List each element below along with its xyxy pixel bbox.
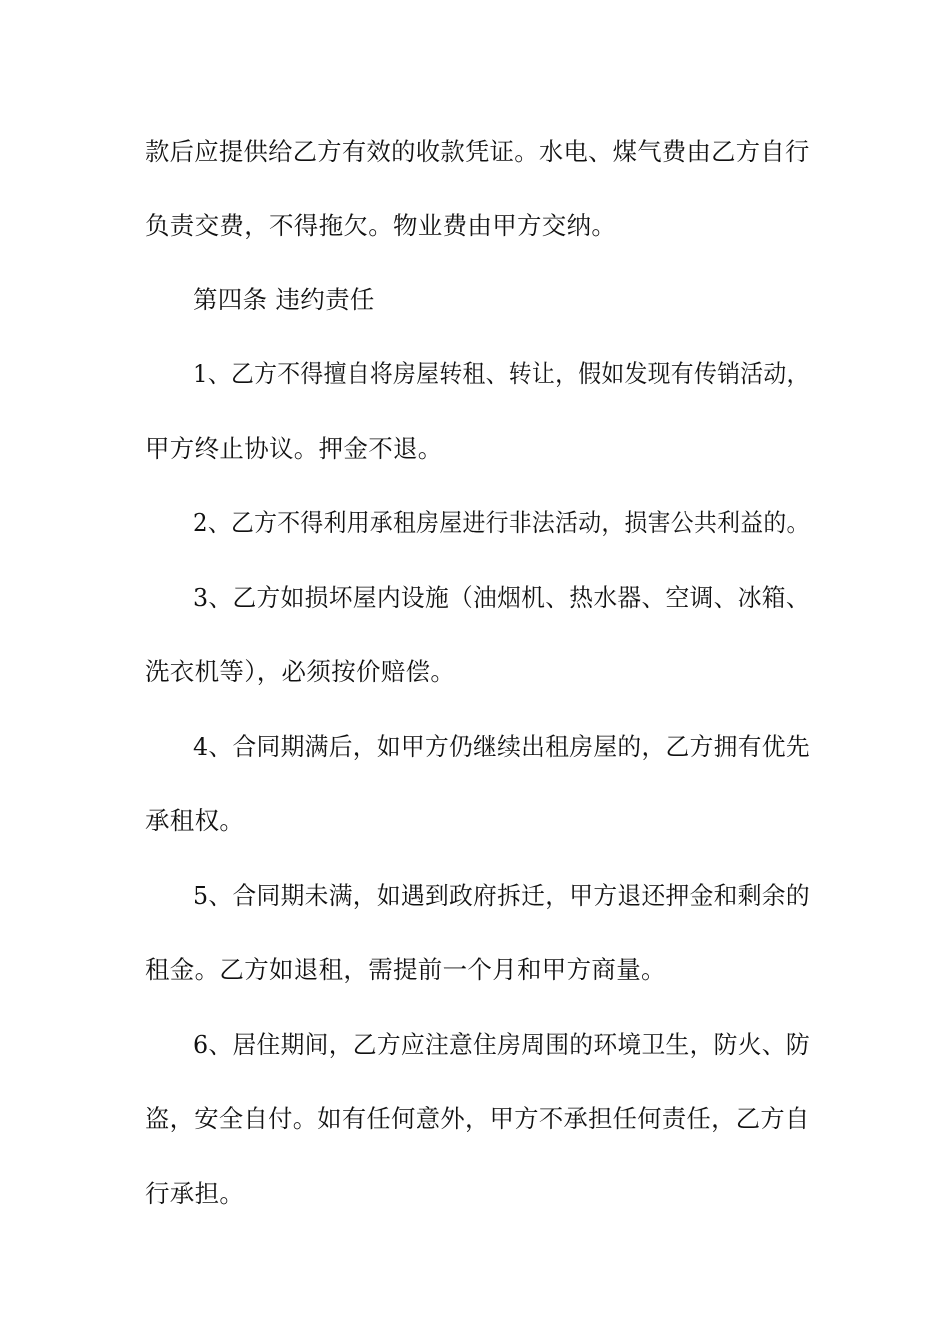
text-line: 5、合同期未满，如遇到政府拆迁，甲方退还押金和剩余的 [193,881,810,910]
text-line: 3、乙方如损坏屋内设施（油烟机、热水器、空调、冰箱、 [193,583,810,612]
text-line: 4、合同期满后，如甲方仍继续出租房屋的，乙方拥有优先 [193,732,810,761]
text-line: 行承担。 [145,1179,245,1208]
text-line: 甲方终止协议。押金不退。 [145,434,443,463]
text-line: 1、乙方不得擅自将房屋转租、转让，假如发现有传销活动， [193,359,810,388]
text-line: 款后应提供给乙方有效的收款凭证。水电、煤气费由乙方自行 [145,137,810,166]
text-line: 2、乙方不得利用承租房屋进行非法活动，损害公共利益的。 [193,508,810,537]
text-line: 租金。乙方如退租，需提前一个月和甲方商量。 [145,955,666,984]
section-heading: 第四条 违约责任 [193,285,375,314]
text-line: 负责交费，不得拖欠。物业费由甲方交纳。 [145,211,617,240]
text-line: 承租权。 [145,806,245,835]
text-line: 6、居住期间，乙方应注意住房周围的环境卫生，防火、防 [193,1030,810,1059]
text-line: 盗，安全自付。如有任何意外，甲方不承担任何责任，乙方自 [145,1104,810,1133]
text-line: 洗衣机等），必须按价赔偿。 [145,657,456,686]
